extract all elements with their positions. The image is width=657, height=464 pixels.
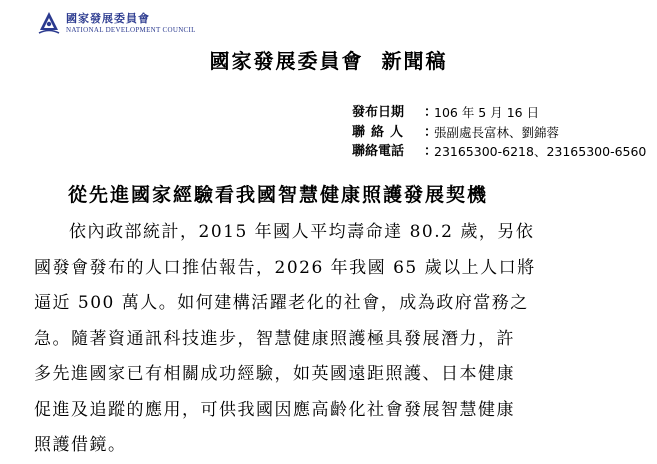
meta-value-date: 106 年 5 月 16 日 — [434, 105, 540, 120]
meta-row-date — [352, 103, 646, 123]
logo-text — [66, 13, 196, 34]
headline: 從先進國家經驗看我國智慧健康照護發展契機 — [68, 184, 489, 206]
meta-label-date: 發布日期 — [352, 105, 405, 120]
body-line: 促進及追蹤的應用，可供我國因應高齡化社會發展智慧健康 — [34, 399, 515, 420]
meta-value-contact: 張副處長富林、劉錦蓉 — [434, 124, 560, 140]
body-line: 多先進國家已有相關成功經驗，如英國遠距照護、日本健康 — [34, 364, 515, 384]
logo-name-en: NATIONAL DEVELOPMENT COUNCIL — [66, 25, 196, 34]
body-line: 急。隨著資通訊科技進步，智慧健康照護極具發展潛力，許 — [34, 328, 515, 349]
body-line: 照護借鏡。 — [34, 435, 127, 455]
meta-separator: ： — [424, 105, 438, 120]
meta-separator: ： — [424, 124, 438, 140]
meta-value-phone: 23165300-6218、23165300-6560 — [434, 144, 647, 159]
logo — [36, 10, 196, 36]
body-line: 逼近 500 萬人。如何建構活躍老化的社會，成為政府當務之 — [34, 293, 529, 313]
press-meta — [352, 103, 646, 162]
body-line: 國發會發布的人口推估報告，2026 年我國 65 歲以上人口將 — [34, 257, 536, 278]
ndc-logo-icon — [36, 10, 62, 36]
logo-name-zh: 國家發展委員會 — [66, 11, 150, 25]
body-text — [34, 215, 604, 464]
meta-row-contact — [352, 123, 646, 143]
body-line: 依內政部統計，2015 年國人平均壽命達 80.2 歲，另依 — [69, 222, 535, 242]
meta-label-contact: 聯絡人 — [352, 124, 410, 140]
meta-row-phone — [352, 142, 646, 162]
meta-separator: ： — [424, 144, 438, 159]
page-title: 國家發展委員會 新聞稿 — [209, 49, 448, 73]
meta-label-phone: 聯絡電話 — [352, 144, 405, 159]
